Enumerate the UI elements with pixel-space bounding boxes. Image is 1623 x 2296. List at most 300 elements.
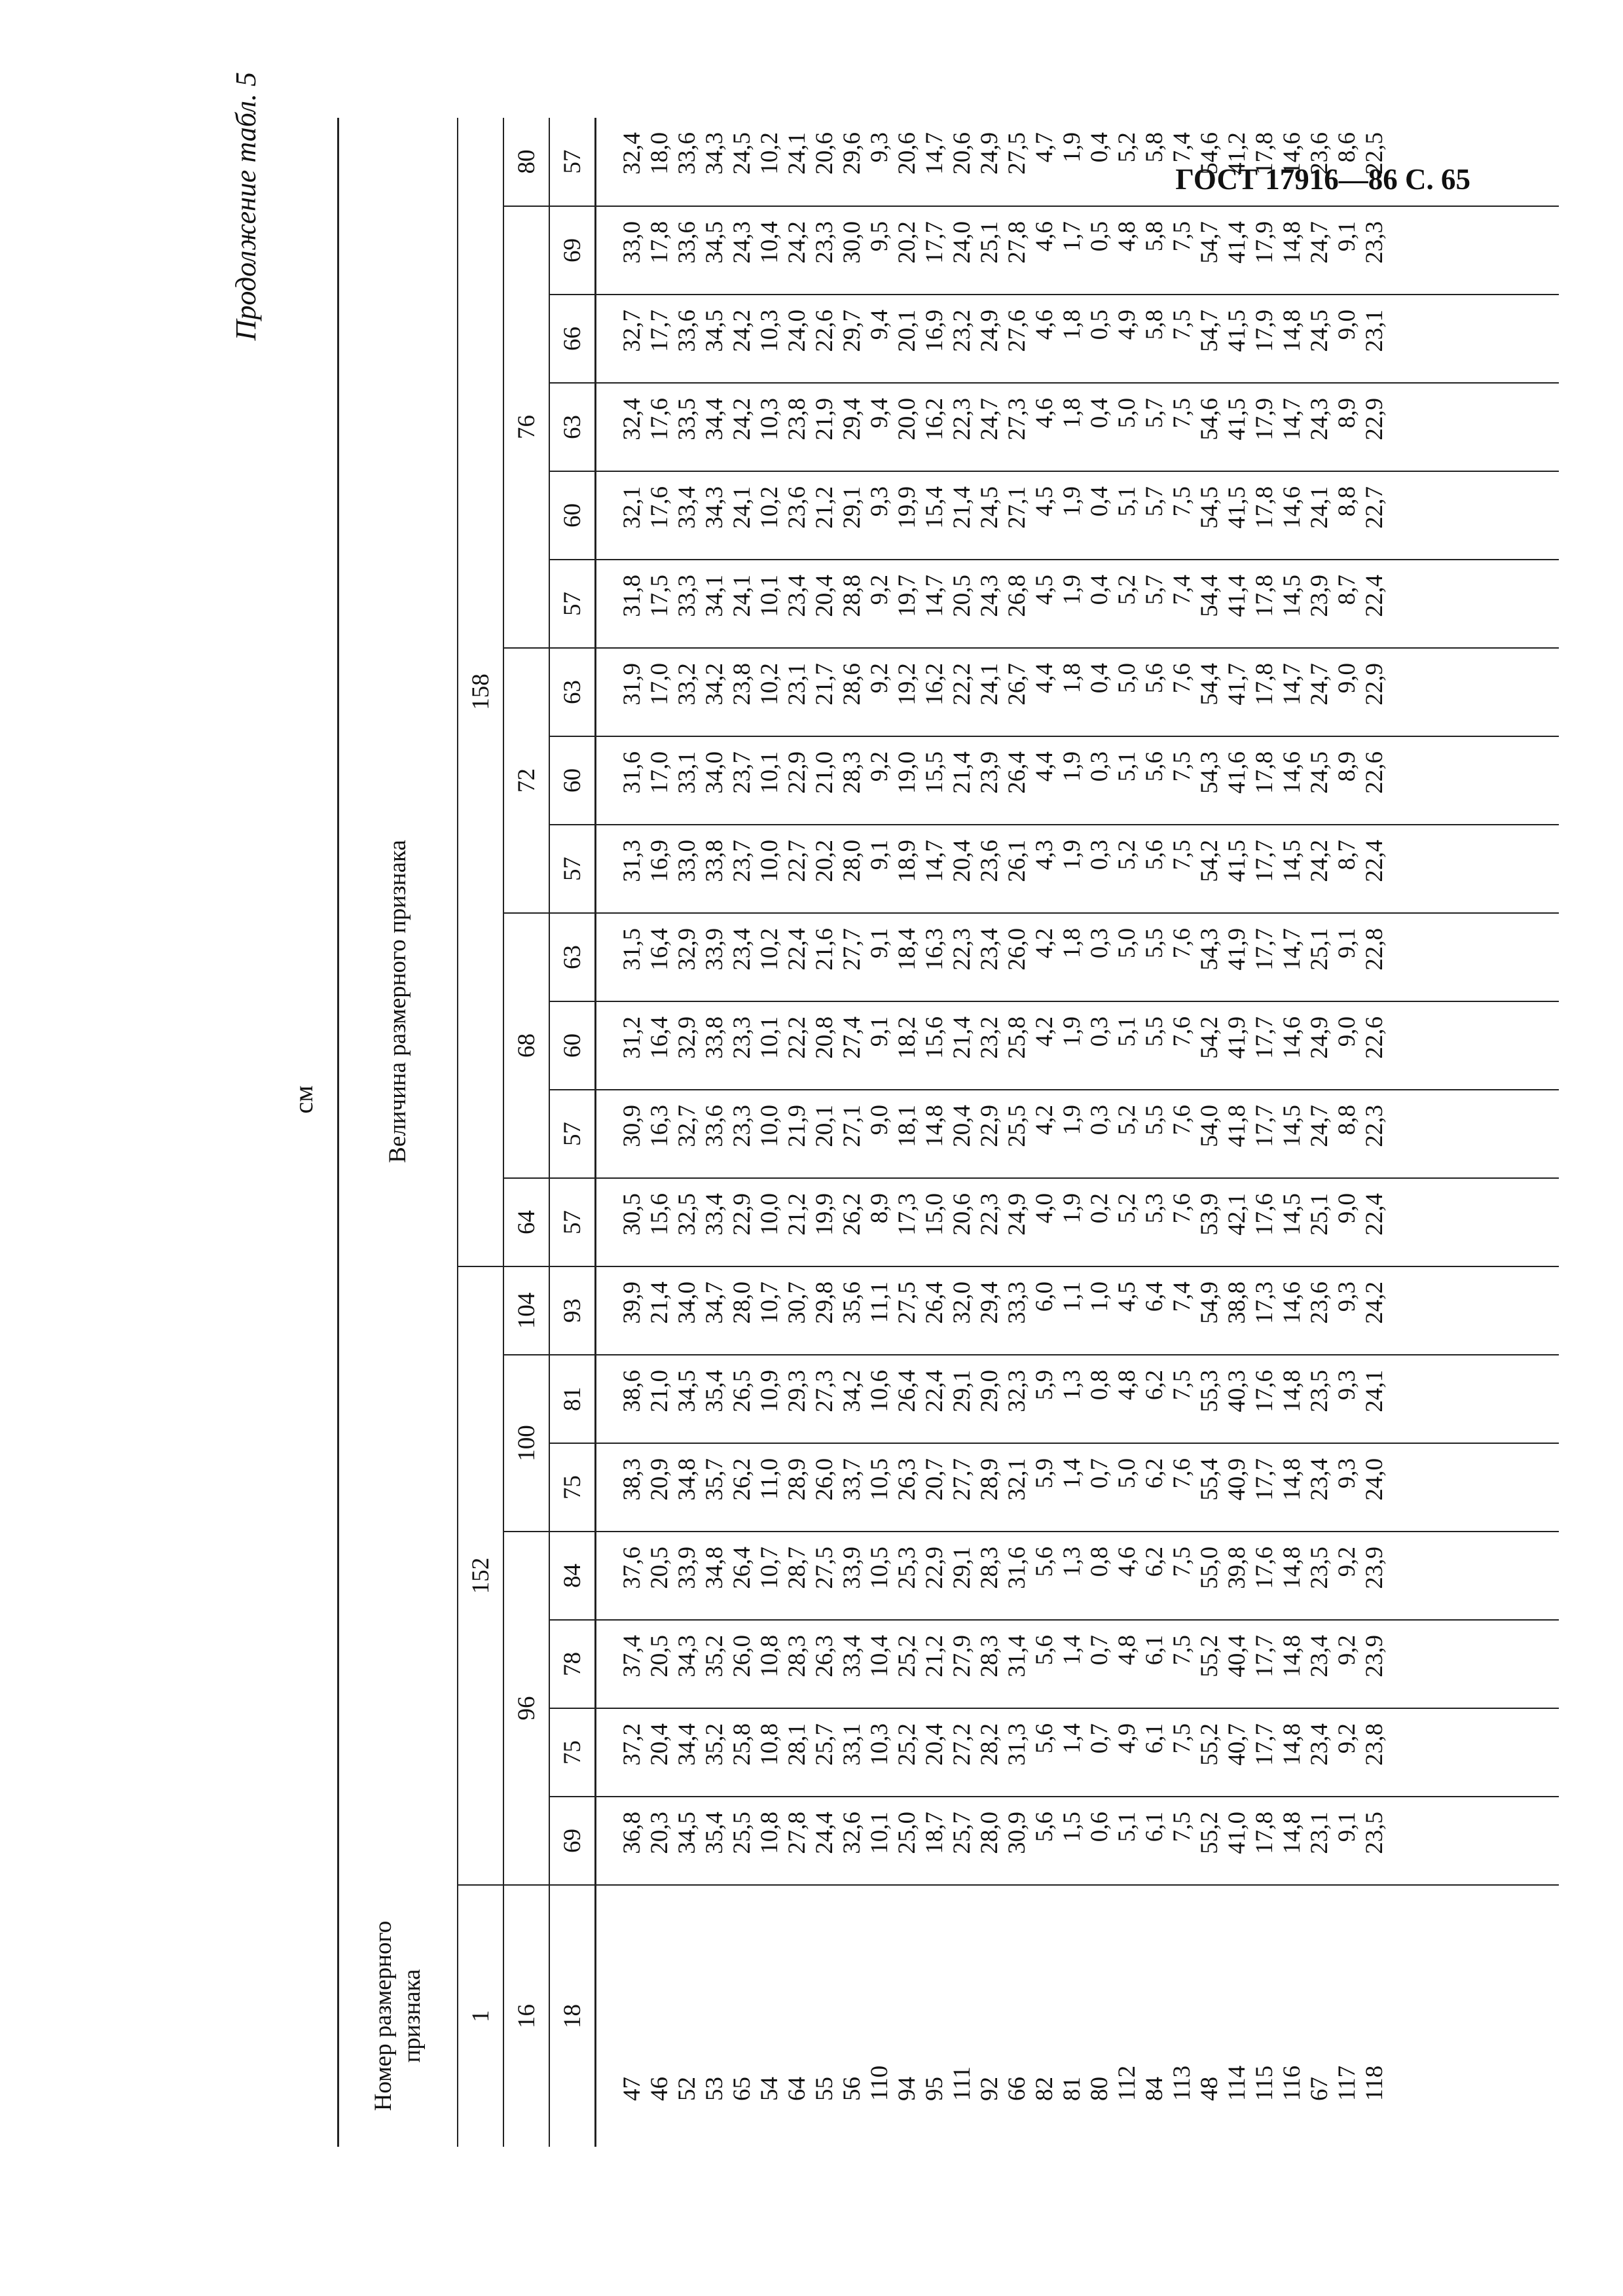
value-cell: 9,0 bbox=[1334, 310, 1360, 340]
value-cell: 16,3 bbox=[921, 928, 948, 971]
value-cell: 5,2 bbox=[1114, 575, 1140, 605]
value-cell: 23,7 bbox=[729, 840, 756, 882]
value-cell: 17,8 bbox=[1251, 132, 1278, 175]
value-cell: 7,6 bbox=[1169, 1105, 1195, 1136]
value-cell: 22,4 bbox=[1361, 1193, 1388, 1236]
value-cell: 23,1 bbox=[784, 663, 811, 706]
value-cell: 17,7 bbox=[1251, 1635, 1278, 1677]
value-cell: 1,0 bbox=[1086, 1282, 1113, 1312]
value-cell: 9,1 bbox=[866, 1016, 893, 1047]
value-cell: 29,1 bbox=[839, 486, 866, 529]
value-cell: 32,1 bbox=[1004, 1458, 1030, 1501]
value-cell: 21,2 bbox=[784, 1193, 811, 1236]
value-cell: 29,1 bbox=[949, 1370, 976, 1412]
value-cell: 4,9 bbox=[1114, 310, 1140, 340]
value-cell: 5,3 bbox=[1141, 1193, 1168, 1224]
value-cell: 54,0 bbox=[1196, 1105, 1223, 1147]
value-cell: 5,0 bbox=[1114, 928, 1140, 959]
value-cell: 10,9 bbox=[756, 1370, 783, 1412]
value-cell: 24,1 bbox=[729, 486, 756, 529]
value-cell: 7,4 bbox=[1169, 132, 1195, 163]
row-header: Номер размерного признака bbox=[338, 1885, 458, 2147]
value-cell: 23,6 bbox=[976, 840, 1003, 882]
value-cell: 10,4 bbox=[866, 1635, 893, 1677]
value-cell: 4,8 bbox=[1114, 1635, 1140, 1666]
header-row-label: 18 bbox=[549, 1885, 596, 2147]
value-cell: 22,6 bbox=[811, 310, 838, 352]
value-cell: 5,8 bbox=[1141, 221, 1168, 252]
value-cell: 20,4 bbox=[949, 1105, 976, 1147]
value-cell: 0,3 bbox=[1086, 751, 1113, 782]
value-cell: 22,2 bbox=[949, 663, 976, 706]
value-cell: 30,7 bbox=[784, 1282, 811, 1324]
value-cell: 34,0 bbox=[674, 1282, 701, 1324]
value-cell: 10,3 bbox=[756, 398, 783, 440]
value-cell: 25,8 bbox=[729, 1723, 756, 1766]
value-cell: 17,9 bbox=[1251, 310, 1278, 352]
value-cell: 22,3 bbox=[976, 1193, 1003, 1236]
value-cell: 28,6 bbox=[839, 663, 866, 706]
value-cell: 40,7 bbox=[1224, 1723, 1250, 1766]
value-cell: 0,8 bbox=[1086, 1547, 1113, 1577]
value-cell: 25,5 bbox=[729, 1812, 756, 1854]
value-cell: 21,9 bbox=[784, 1105, 811, 1147]
value-cell: 20,1 bbox=[894, 310, 921, 352]
value-cell: 22,7 bbox=[1361, 486, 1388, 529]
value-cell: 33,8 bbox=[701, 1016, 728, 1059]
value-cell: 34,2 bbox=[701, 663, 728, 706]
value-cell: 35,7 bbox=[701, 1458, 728, 1501]
value-cell: 24,5 bbox=[1306, 751, 1333, 794]
value-cell: 14,5 bbox=[1279, 575, 1305, 617]
value-cell: 19,9 bbox=[894, 486, 921, 529]
value-cell: 28,9 bbox=[784, 1458, 811, 1501]
value-cell: 41,9 bbox=[1224, 928, 1250, 971]
value-cell: 17,3 bbox=[1251, 1282, 1278, 1324]
header-cell: 57 bbox=[549, 1178, 596, 1266]
value-cell: 14,8 bbox=[921, 1105, 948, 1147]
row-number: 92 bbox=[976, 2077, 1003, 2101]
value-cell: 17,7 bbox=[1251, 1016, 1278, 1059]
value-cell: 10,0 bbox=[756, 840, 783, 882]
value-cell: 21,7 bbox=[811, 663, 838, 706]
value-cell: 1,4 bbox=[1059, 1458, 1085, 1489]
value-cell: 26,4 bbox=[921, 1282, 948, 1324]
value-cell: 4,6 bbox=[1031, 310, 1058, 340]
value-cell: 10,8 bbox=[756, 1635, 783, 1677]
row-number: 53 bbox=[701, 2077, 728, 2101]
value-cell: 9,0 bbox=[866, 1105, 893, 1136]
value-cell: 14,6 bbox=[1279, 132, 1305, 175]
value-cell: 17,5 bbox=[646, 575, 673, 617]
value-cell: 34,5 bbox=[674, 1812, 701, 1854]
value-cell: 33,0 bbox=[674, 840, 701, 882]
value-cell: 5,2 bbox=[1114, 1193, 1140, 1224]
value-cell: 29,7 bbox=[839, 310, 866, 352]
value-cell: 4,5 bbox=[1114, 1282, 1140, 1312]
value-column bbox=[596, 1001, 1559, 1090]
row-number: 54 bbox=[756, 2077, 783, 2101]
row-number: 110 bbox=[866, 2065, 893, 2101]
value-cell: 34,5 bbox=[701, 221, 728, 264]
header-cell: 68 bbox=[503, 913, 549, 1178]
value-cell: 5,1 bbox=[1114, 1812, 1140, 1842]
value-cell: 24,0 bbox=[784, 310, 811, 352]
row-number: 64 bbox=[784, 2077, 811, 2101]
value-cell: 9,5 bbox=[866, 221, 893, 252]
value-cell: 28,3 bbox=[976, 1547, 1003, 1589]
value-cell: 27,5 bbox=[894, 1282, 921, 1324]
value-cell: 5,2 bbox=[1114, 1105, 1140, 1136]
header-cell: 60 bbox=[549, 736, 596, 825]
value-cell: 1,5 bbox=[1059, 1812, 1085, 1842]
value-cell: 17,8 bbox=[1251, 1812, 1278, 1854]
value-cell: 38,6 bbox=[619, 1370, 646, 1412]
value-cell: 33,6 bbox=[674, 132, 701, 175]
value-cell: 24,2 bbox=[784, 221, 811, 264]
row-number: 94 bbox=[894, 2077, 921, 2101]
value-cell: 25,1 bbox=[976, 221, 1003, 264]
row-number: 115 bbox=[1251, 2065, 1278, 2101]
value-cell: 22,2 bbox=[784, 1016, 811, 1059]
value-cell: 18,9 bbox=[894, 840, 921, 882]
value-cell: 35,2 bbox=[701, 1723, 728, 1766]
value-cell: 23,4 bbox=[784, 575, 811, 617]
value-cell: 20,4 bbox=[949, 840, 976, 882]
value-cell: 17,0 bbox=[646, 663, 673, 706]
value-cell: 22,9 bbox=[976, 1105, 1003, 1147]
row-number: 55 bbox=[811, 2077, 838, 2101]
value-cell: 21,4 bbox=[949, 1016, 976, 1059]
value-cell: 14,6 bbox=[1279, 1016, 1305, 1059]
value-cell: 28,8 bbox=[839, 575, 866, 617]
value-cell: 34,2 bbox=[839, 1370, 866, 1412]
value-cell: 9,2 bbox=[1334, 1635, 1360, 1666]
value-cell: 9,3 bbox=[1334, 1370, 1360, 1401]
header-cell: 63 bbox=[549, 383, 596, 471]
value-cell: 9,1 bbox=[866, 840, 893, 870]
value-cell: 0,4 bbox=[1086, 663, 1113, 694]
value-cell: 26,0 bbox=[729, 1635, 756, 1677]
value-cell: 24,2 bbox=[729, 310, 756, 352]
value-cell: 15,5 bbox=[921, 751, 948, 794]
value-cell: 23,2 bbox=[949, 310, 976, 352]
value-cell: 26,3 bbox=[894, 1458, 921, 1501]
value-cell: 5,6 bbox=[1031, 1635, 1058, 1666]
header-cell: 63 bbox=[549, 648, 596, 736]
header-cell: 76 bbox=[503, 206, 549, 648]
value-cell: 6,0 bbox=[1031, 1282, 1058, 1312]
value-cell: 5,2 bbox=[1114, 132, 1140, 163]
value-cell: 17,7 bbox=[1251, 1458, 1278, 1501]
value-cell: 23,6 bbox=[1306, 1282, 1333, 1324]
value-cell: 4,5 bbox=[1031, 486, 1058, 517]
value-cell: 15,6 bbox=[646, 1193, 673, 1236]
value-column bbox=[596, 1355, 1559, 1443]
value-cell: 25,2 bbox=[894, 1723, 921, 1766]
value-cell: 4,5 bbox=[1031, 575, 1058, 605]
header-cell: 104 bbox=[503, 1266, 549, 1355]
value-cell: 20,4 bbox=[811, 575, 838, 617]
value-cell: 14,8 bbox=[1279, 1812, 1305, 1854]
value-cell: 25,7 bbox=[949, 1812, 976, 1854]
value-cell: 17,7 bbox=[646, 310, 673, 352]
value-cell: 37,6 bbox=[619, 1547, 646, 1589]
value-cell: 0,2 bbox=[1086, 1193, 1113, 1224]
value-cell: 23,6 bbox=[1306, 132, 1333, 175]
value-cell: 1,8 bbox=[1059, 928, 1085, 959]
value-cell: 7,6 bbox=[1169, 663, 1195, 694]
header-cell: 84 bbox=[549, 1532, 596, 1620]
value-cell: 14,7 bbox=[1279, 663, 1305, 706]
value-cell: 23,9 bbox=[1361, 1635, 1388, 1677]
value-cell: 40,9 bbox=[1224, 1458, 1250, 1501]
value-cell: 27,3 bbox=[1004, 398, 1030, 440]
value-cell: 26,8 bbox=[1004, 575, 1030, 617]
value-cell: 6,1 bbox=[1141, 1812, 1168, 1842]
value-cell: 24,0 bbox=[949, 221, 976, 264]
value-cell: 7,6 bbox=[1169, 1016, 1195, 1047]
value-cell: 23,1 bbox=[1306, 1812, 1333, 1854]
value-cell: 27,5 bbox=[1004, 132, 1030, 175]
value-cell: 33,4 bbox=[701, 1193, 728, 1236]
value-column bbox=[596, 913, 1559, 1001]
value-cell: 20,3 bbox=[646, 1812, 673, 1854]
value-cell: 24,3 bbox=[976, 575, 1003, 617]
value-cell: 25,2 bbox=[894, 1635, 921, 1677]
value-cell: 6,2 bbox=[1141, 1458, 1168, 1489]
value-cell: 0,8 bbox=[1086, 1370, 1113, 1401]
value-cell: 7,5 bbox=[1169, 221, 1195, 252]
value-cell: 14,8 bbox=[1279, 1370, 1305, 1412]
value-cell: 16,9 bbox=[646, 840, 673, 882]
value-cell: 33,6 bbox=[674, 310, 701, 352]
value-column bbox=[596, 1090, 1559, 1178]
value-cell: 20,5 bbox=[646, 1547, 673, 1589]
value-cell: 21,2 bbox=[921, 1635, 948, 1677]
header-cell: 152 bbox=[458, 1266, 503, 1885]
value-cell: 1,8 bbox=[1059, 663, 1085, 694]
value-cell: 23,3 bbox=[729, 1016, 756, 1059]
value-cell: 54,3 bbox=[1196, 751, 1223, 794]
value-cell: 10,5 bbox=[866, 1458, 893, 1501]
value-cell: 0,3 bbox=[1086, 840, 1113, 870]
value-cell: 9,1 bbox=[866, 928, 893, 959]
value-cell: 55,2 bbox=[1196, 1635, 1223, 1677]
header-cell: 80 bbox=[503, 118, 549, 206]
value-cell: 5,9 bbox=[1031, 1370, 1058, 1401]
value-cell: 32,0 bbox=[949, 1282, 976, 1324]
value-cell: 23,8 bbox=[1361, 1723, 1388, 1766]
header-cell: 60 bbox=[549, 1001, 596, 1090]
value-cell: 14,7 bbox=[921, 132, 948, 175]
value-cell: 23,8 bbox=[784, 398, 811, 440]
value-cell: 6,4 bbox=[1141, 1282, 1168, 1312]
value-cell: 34,4 bbox=[701, 398, 728, 440]
value-cell: 32,5 bbox=[674, 1193, 701, 1236]
value-cell: 31,8 bbox=[619, 575, 646, 617]
value-cell: 32,9 bbox=[674, 1016, 701, 1059]
value-cell: 9,2 bbox=[866, 575, 893, 605]
value-cell: 14,8 bbox=[1279, 1547, 1305, 1589]
value-cell: 29,1 bbox=[949, 1547, 976, 1589]
value-cell: 32,4 bbox=[619, 398, 646, 440]
row-number: 46 bbox=[646, 2077, 673, 2101]
value-cell: 4,8 bbox=[1114, 1370, 1140, 1401]
value-cell: 4,8 bbox=[1114, 221, 1140, 252]
value-cell: 40,3 bbox=[1224, 1370, 1250, 1412]
value-column bbox=[596, 825, 1559, 913]
value-cell: 23,1 bbox=[1361, 310, 1388, 352]
value-column bbox=[596, 560, 1559, 648]
value-cell: 9,3 bbox=[1334, 1282, 1360, 1312]
value-cell: 24,7 bbox=[1306, 663, 1333, 706]
value-cell: 23,6 bbox=[784, 486, 811, 529]
value-cell: 1,9 bbox=[1059, 751, 1085, 782]
value-cell: 4,6 bbox=[1031, 221, 1058, 252]
value-cell: 39,9 bbox=[619, 1282, 646, 1324]
value-cell: 16,4 bbox=[646, 928, 673, 971]
value-cell: 41,8 bbox=[1224, 1105, 1250, 1147]
value-cell: 32,6 bbox=[839, 1812, 866, 1854]
value-cell: 24,3 bbox=[729, 221, 756, 264]
value-cell: 17,6 bbox=[1251, 1370, 1278, 1412]
value-cell: 10,1 bbox=[756, 1016, 783, 1059]
value-cell: 37,4 bbox=[619, 1635, 646, 1677]
value-cell: 54,4 bbox=[1196, 663, 1223, 706]
value-cell: 17,8 bbox=[1251, 751, 1278, 794]
value-cell: 27,8 bbox=[784, 1812, 811, 1854]
header-cell: 57 bbox=[549, 118, 596, 206]
value-cell: 33,7 bbox=[839, 1458, 866, 1501]
value-cell: 23,5 bbox=[1361, 1812, 1388, 1854]
value-cell: 41,5 bbox=[1224, 840, 1250, 882]
value-cell: 22,3 bbox=[949, 398, 976, 440]
value-cell: 8,9 bbox=[1334, 751, 1360, 782]
value-cell: 6,2 bbox=[1141, 1370, 1168, 1401]
value-cell: 1,3 bbox=[1059, 1547, 1085, 1577]
value-column bbox=[596, 206, 1559, 295]
value-cell: 5,6 bbox=[1141, 663, 1168, 694]
value-cell: 1,4 bbox=[1059, 1635, 1085, 1666]
value-cell: 5,1 bbox=[1114, 751, 1140, 782]
value-cell: 34,5 bbox=[674, 1370, 701, 1412]
value-cell: 5,6 bbox=[1031, 1723, 1058, 1754]
value-cell: 10,0 bbox=[756, 1105, 783, 1147]
value-cell: 30,0 bbox=[839, 221, 866, 264]
value-cell: 20,7 bbox=[921, 1458, 948, 1501]
row-number: 56 bbox=[839, 2077, 866, 2101]
value-cell: 24,2 bbox=[729, 398, 756, 440]
value-cell: 4,2 bbox=[1031, 1016, 1058, 1047]
value-cell: 9,0 bbox=[1334, 663, 1360, 694]
value-cell: 55,4 bbox=[1196, 1458, 1223, 1501]
row-number: 82 bbox=[1031, 2077, 1058, 2101]
value-cell: 4,6 bbox=[1114, 1547, 1140, 1577]
value-cell: 17,6 bbox=[1251, 1547, 1278, 1589]
value-cell: 33,5 bbox=[674, 398, 701, 440]
value-cell: 39,8 bbox=[1224, 1547, 1250, 1589]
value-cell: 55,0 bbox=[1196, 1547, 1223, 1589]
value-cell: 31,4 bbox=[1004, 1635, 1030, 1677]
value-cell: 42,1 bbox=[1224, 1193, 1250, 1236]
value-cell: 21,9 bbox=[811, 398, 838, 440]
value-cell: 28,3 bbox=[976, 1635, 1003, 1677]
value-cell: 22,4 bbox=[921, 1370, 948, 1412]
value-cell: 9,2 bbox=[1334, 1723, 1360, 1754]
value-cell: 10,8 bbox=[756, 1723, 783, 1766]
value-cell: 10,3 bbox=[866, 1723, 893, 1766]
row-number: 117 bbox=[1334, 2065, 1360, 2101]
value-cell: 20,4 bbox=[646, 1723, 673, 1766]
value-cell: 54,2 bbox=[1196, 840, 1223, 882]
value-cell: 5,2 bbox=[1114, 840, 1140, 870]
value-cell: 22,8 bbox=[1361, 928, 1388, 971]
value-cell: 16,9 bbox=[921, 310, 948, 352]
header-cell: 75 bbox=[549, 1708, 596, 1797]
value-cell: 24,1 bbox=[1306, 486, 1333, 529]
value-cell: 54,7 bbox=[1196, 221, 1223, 264]
continuation-label: Продолжение табл. 5 bbox=[230, 72, 262, 341]
value-cell: 22,3 bbox=[949, 928, 976, 971]
value-column bbox=[596, 1266, 1559, 1355]
value-cell: 5,8 bbox=[1141, 310, 1168, 340]
value-cell: 4,7 bbox=[1031, 132, 1058, 163]
value-cell: 16,2 bbox=[921, 398, 948, 440]
value-cell: 0,4 bbox=[1086, 132, 1113, 163]
value-cell: 28,1 bbox=[784, 1723, 811, 1766]
value-cell: 28,0 bbox=[976, 1812, 1003, 1854]
value-cell: 10,5 bbox=[866, 1547, 893, 1589]
value-cell: 5,6 bbox=[1031, 1812, 1058, 1842]
value-cell: 17,6 bbox=[646, 398, 673, 440]
value-cell: 21,4 bbox=[949, 486, 976, 529]
value-column bbox=[596, 1620, 1559, 1708]
value-cell: 24,2 bbox=[1361, 1282, 1388, 1324]
value-cell: 23,5 bbox=[1306, 1370, 1333, 1412]
value-cell: 22,9 bbox=[921, 1547, 948, 1589]
value-cell: 29,3 bbox=[784, 1370, 811, 1412]
row-number: 84 bbox=[1141, 2077, 1168, 2101]
value-cell: 23,9 bbox=[1306, 575, 1333, 617]
value-cell: 29,4 bbox=[976, 1282, 1003, 1324]
value-column bbox=[596, 1443, 1559, 1532]
value-cell: 9,1 bbox=[1334, 221, 1360, 252]
value-cell: 22,6 bbox=[1361, 1016, 1388, 1059]
value-cell: 1,9 bbox=[1059, 132, 1085, 163]
unit-label: см bbox=[289, 1085, 318, 1114]
value-cell: 32,9 bbox=[674, 928, 701, 971]
value-cell: 24,1 bbox=[729, 575, 756, 617]
value-cell: 14,7 bbox=[921, 840, 948, 882]
value-cell: 20,2 bbox=[811, 840, 838, 882]
value-cell: 24,4 bbox=[811, 1812, 838, 1854]
value-cell: 5,0 bbox=[1114, 663, 1140, 694]
row-number: 114 bbox=[1224, 2065, 1250, 2101]
value-cell: 34,3 bbox=[701, 486, 728, 529]
value-cell: 30,9 bbox=[1004, 1812, 1030, 1854]
value-cell: 7,5 bbox=[1169, 840, 1195, 870]
value-cell: 10,2 bbox=[756, 486, 783, 529]
value-cell: 24,9 bbox=[1004, 1193, 1030, 1236]
value-cell: 26,3 bbox=[811, 1635, 838, 1677]
value-cell: 7,5 bbox=[1169, 1635, 1195, 1666]
value-cell: 28,2 bbox=[976, 1723, 1003, 1766]
value-cell: 10,1 bbox=[756, 751, 783, 794]
value-cell: 7,4 bbox=[1169, 1282, 1195, 1312]
value-cell: 54,6 bbox=[1196, 398, 1223, 440]
value-cell: 23,2 bbox=[976, 1016, 1003, 1059]
